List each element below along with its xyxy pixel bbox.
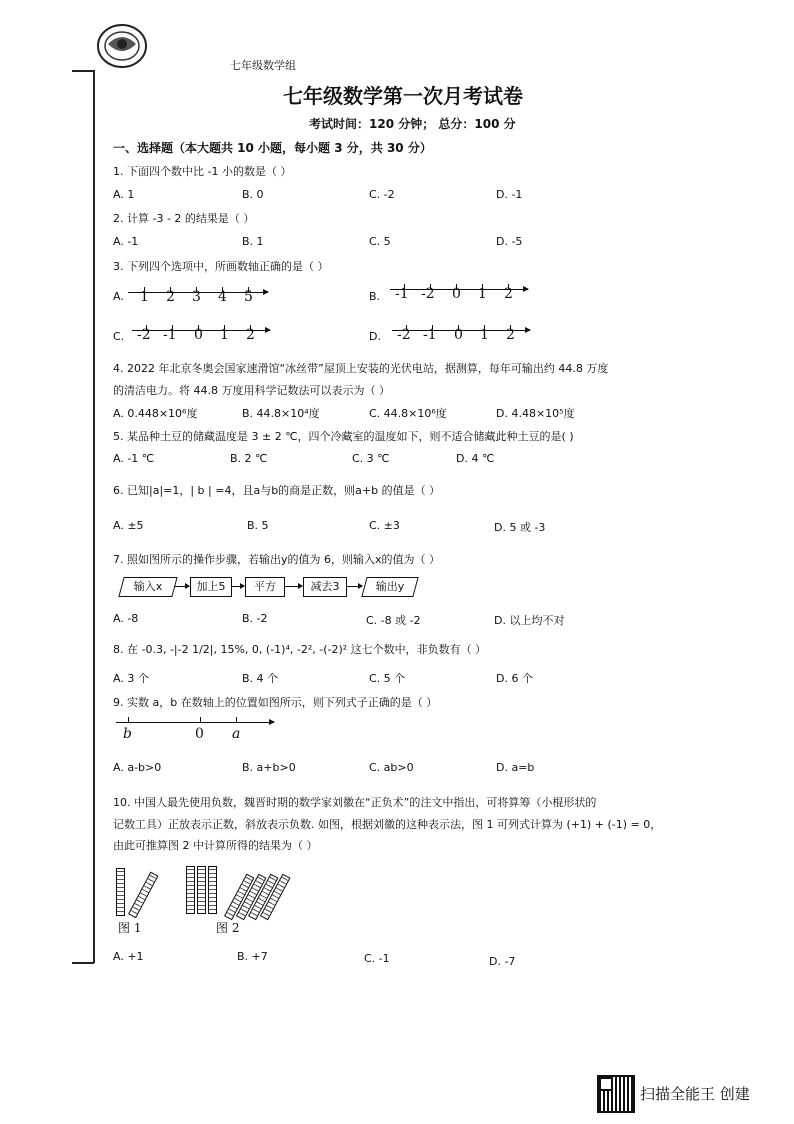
q4-option-c: C. 44.8×10⁶度	[369, 407, 447, 420]
q10-stem-line2: 记数工具）正放表示正数，斜放表示负数. 如图，根据刘徽的这种表示法，图 1 可列式计算为 (+1) + (-1) = 0，	[113, 818, 662, 831]
q7-flow-output	[361, 577, 418, 597]
q7-flow-step3: 减去3	[303, 577, 347, 597]
q10-stem-line1: 10. 中国人最先使用负数，魏晋时期的数学家刘徽在“正负术”的注文中指出，可将算筹（小棍形状的	[113, 796, 597, 809]
q7-flow-arrow	[175, 586, 189, 587]
q5-stem: 5. 某品种土豆的储藏温度是 3 ± 2 ℃，四个冷藏室的温度如下，则不适合储藏此种土豆的是( )	[113, 430, 574, 443]
binding-margin-top	[72, 70, 94, 72]
q1-stem: 1. 下面四个数中比 -1 小的数是（ ）	[113, 165, 292, 178]
binding-margin-bottom	[72, 962, 94, 964]
q3-axis-a-label: 3	[192, 289, 201, 305]
q7-flow-input	[118, 577, 177, 597]
q3-axis-a-label: 1	[140, 289, 149, 305]
q4-stem-line1: 4. 2022 年北京冬奥会国家速滑馆“冰丝带”屋顶上安装的光伏电站，据测算，每年可输出约 44.8 万度	[113, 362, 609, 375]
q10-fig2-rod-upright	[197, 866, 206, 914]
q4-option-a: A. 0.448×10⁶度	[113, 407, 198, 420]
q5-option-b: B. 2 ℃	[230, 452, 268, 465]
q10-option-c: C. -1	[364, 952, 390, 965]
q7-option-c: C. -8 或 -2	[366, 614, 421, 627]
q3-option-c: C.	[113, 330, 125, 343]
q3-axis-c-label: -1	[163, 327, 177, 343]
q3-axis-c-label: 0	[194, 327, 203, 343]
q3-stem: 3. 下列四个选项中，所画数轴正确的是（ ）	[113, 260, 329, 273]
q7-flow-step1: 加上5	[190, 577, 232, 597]
q3-axis-a	[128, 289, 268, 305]
q7-flow-output-label: 输出y	[375, 580, 405, 593]
q5-option-d: D. 4 ℃	[456, 452, 495, 465]
q2-option-d: D. -5	[496, 235, 523, 248]
q10-fig1-rod-slanted	[128, 872, 158, 919]
qr-code-icon	[597, 1075, 635, 1113]
q7-flow-input-label: 输入x	[133, 580, 163, 593]
q10-fig2-caption: 图 2	[216, 921, 240, 935]
q9-stem: 9. 实数 a，b 在数轴上的位置如图所示，则下列式子正确的是（ ）	[113, 696, 438, 709]
q7-flow-arrow	[347, 586, 362, 587]
q9-axis-label: b	[123, 726, 132, 742]
q4-stem-line2: 的清洁电力。将 44.8 万度用科学记数法可以表示为（ ）	[113, 384, 390, 397]
q9-axis	[116, 722, 274, 742]
section-heading: 一、选择题（本大题共 10 小题，每小题 3 分，共 30 分）	[113, 141, 432, 155]
q7-option-b: B. -2	[242, 612, 268, 625]
q2-option-c: C. 5	[369, 235, 391, 248]
q3-axis-a-label: 4	[218, 289, 227, 305]
q1-option-c: C. -2	[369, 188, 395, 201]
q3-axis-d-label: 2	[506, 327, 515, 343]
q3-axis-d	[392, 327, 530, 343]
school-seal-logo	[96, 22, 148, 70]
q6-option-c: C. ±3	[369, 519, 400, 532]
binding-margin-line	[93, 70, 95, 963]
q10-fig1-caption: 图 1	[118, 921, 142, 935]
q3-axis-c-label: 2	[246, 327, 255, 343]
q3-option-a: A.	[113, 290, 124, 303]
q3-axis-b-label: 1	[478, 286, 487, 302]
q9-axis-label: 0	[195, 726, 204, 742]
q8-option-b: B. 4 个	[242, 672, 279, 685]
q6-stem: 6. 已知|a|=1，| b | =4，且a与b的商是正数，则a+b 的值是（ ）	[113, 484, 441, 497]
q9-option-d: D. a=b	[496, 761, 535, 774]
q9-option-b: B. a+b>0	[242, 761, 296, 774]
q9-option-c: C. ab>0	[369, 761, 414, 774]
page-title: 七年级数学第一次月考试卷	[283, 84, 523, 108]
q3-axis-c	[132, 327, 270, 343]
q3-axis-c-label: 1	[220, 327, 229, 343]
group-label: 七年级数学组	[230, 59, 296, 72]
q3-option-d: D.	[369, 330, 381, 343]
q10-stem-line3: 由此可推算图 2 中计算所得的结果为（ ）	[113, 839, 318, 852]
q8-option-d: D. 6 个	[496, 672, 533, 685]
scanner-watermark: 扫描全能王 创建	[640, 1085, 750, 1103]
q3-axis-d-label: -2	[397, 327, 411, 343]
q9-option-a: A. a-b>0	[113, 761, 162, 774]
q7-flow-arrow	[232, 586, 244, 587]
q4-option-b: B. 44.8×10⁴度	[242, 407, 320, 420]
q2-option-b: B. 1	[242, 235, 264, 248]
q9-axis-label: a	[232, 726, 241, 742]
q6-option-d: D. 5 或 -3	[494, 521, 546, 534]
q7-stem: 7. 照如图所示的操作步骤，若输出y的值为 6，则输入x的值为（ ）	[113, 553, 441, 566]
q3-axis-b-label: 0	[452, 286, 461, 302]
q10-option-b: B. +7	[237, 950, 268, 963]
q6-option-b: B. 5	[247, 519, 269, 532]
q3-axis-d-label: -1	[423, 327, 437, 343]
q3-axis-d-label: 0	[454, 327, 463, 343]
q3-option-b: B.	[369, 290, 381, 303]
q10-fig2-rod-upright	[186, 866, 195, 914]
q7-flow-arrow	[285, 586, 302, 587]
q2-option-a: A. -1	[113, 235, 139, 248]
q1-option-a: A. 1	[113, 188, 135, 201]
q3-axis-b-label: 2	[504, 286, 513, 302]
q10-option-a: A. +1	[113, 950, 144, 963]
q3-axis-a-label: 5	[244, 289, 253, 305]
q3-axis-d-label: 1	[480, 327, 489, 343]
q3-axis-b-label: -2	[421, 286, 435, 302]
q1-option-d: D. -1	[496, 188, 523, 201]
q6-option-a: A. ±5	[113, 519, 144, 532]
q8-option-c: C. 5 个	[369, 672, 406, 685]
q2-stem: 2. 计算 -3 - 2 的结果是（ ）	[113, 212, 255, 225]
q7-flow-step2: 平方	[245, 577, 285, 597]
q5-option-a: A. -1 ℃	[113, 452, 155, 465]
q5-option-c: C. 3 ℃	[352, 452, 390, 465]
q10-fig2-rod-upright	[208, 866, 217, 914]
q3-axis-c-label: -2	[137, 327, 151, 343]
q3-axis-a-label: 2	[166, 289, 175, 305]
q3-axis-b	[390, 286, 528, 302]
q10-fig1-rod-upright	[116, 868, 125, 916]
q8-option-a: A. 3 个	[113, 672, 149, 685]
q4-option-d: D. 4.48×10⁵度	[496, 407, 575, 420]
q7-option-d: D. 以上均不对	[494, 614, 565, 627]
exam-info: 考试时间：120 分钟； 总分：100 分	[309, 117, 516, 131]
q1-option-b: B. 0	[242, 188, 264, 201]
q10-option-d: D. -7	[489, 955, 516, 968]
q8-stem: 8. 在 -0.3, -|-2 1/2|, 15%, 0, (-1)⁴, -2², -(-2)² 这七个数中，非负数有（ ）	[113, 643, 487, 656]
q7-option-a: A. -8	[113, 612, 139, 625]
q3-axis-b-label: -1	[395, 286, 409, 302]
